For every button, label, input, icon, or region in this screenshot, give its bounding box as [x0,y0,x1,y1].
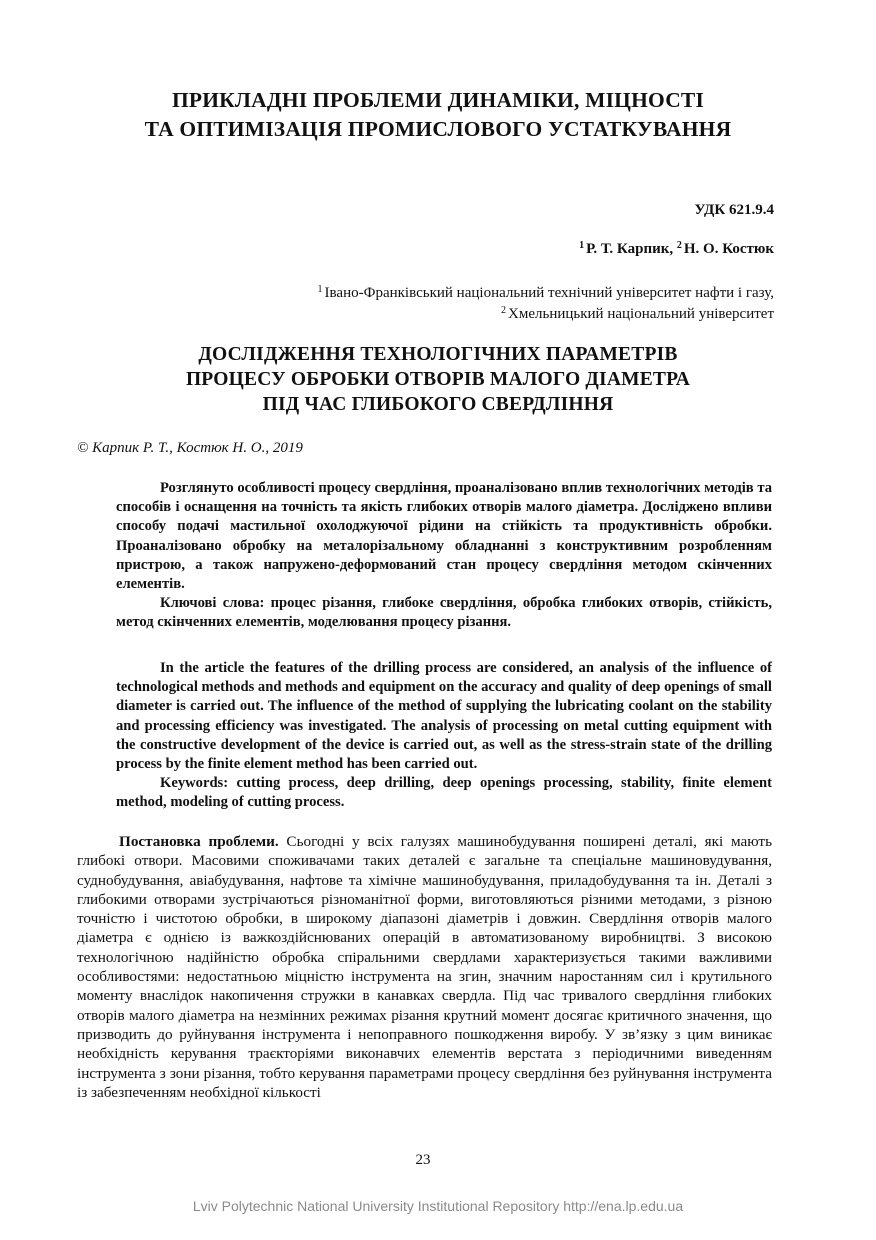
keywords-ukrainian: Ключові слова: процес різання, глибоке свердління, обробка глибоких отворів, стійкість, метод скінченних елементів, моделювання процесу різання. [116,595,772,631]
author-1-name: Р. Т. Карпик, [586,241,677,257]
section-header-line-1: ПРИКЛАДНІ ПРОБЛЕМИ ДИНАМІКИ, МІЦНОСТІ [171,88,705,112]
page-number: 23 [415,1152,431,1168]
udk-code: УДК 621.9.4 [694,202,774,218]
author-2-superscript: 2 [676,240,682,251]
section-header [60,86,816,144]
article-title-line-1: ДОСЛІДЖЕННЯ ТЕХНОЛОГІЧНИХ ПАРАМЕТРІВ [198,344,678,365]
affiliation-1-superscript: 1 [317,284,323,295]
affiliations [214,281,774,323]
abstract-english-text: In the article the features of the drilling process are considered, an analysis of the influence of technological methods and methods and equipment on the accuracy and quality of deep openings of small diameter is carried out. The influence of the method of supplying the lubricating coolant on the stability and processing efficiency was investigated. The analysis of processing on metal cutting equipment with the constructive development of the device is carried out, as well as the stress-strain state of the drilling process by the finite element method has been carried out. [116,660,772,773]
keywords-english: Keywords: cutting process, deep drilling, deep openings processing, stability, finite element method, modeling of cutting process. [116,775,772,811]
affiliation-1 [214,281,774,302]
author-2-name: Н. О. Костюк [683,241,774,257]
paragraph-lead-heading: Постановка проблеми. [119,833,279,850]
article-title-line-2: ПРОЦЕСУ ОБРОБКИ ОТВОРІВ МАЛОГО ДІАМЕТРА [185,369,691,390]
author-1-superscript: 1 [579,240,585,251]
affiliation-2 [214,302,774,323]
abstract-ukrainian [116,479,772,633]
article-title [60,342,816,417]
body-text [77,832,772,1102]
repository-footer: Lviv Polytechnic National University Institutional Repository http://ena.lp.edu.ua [192,1198,684,1214]
body-paragraph [77,832,772,1102]
abstract-ukrainian-text: Розглянуто особливості процесу свердління, проаналізовано вплив технологічних методів та способів і оснащення на точність та якість глибоких отворів малого діаметра. Досліджено впливи способу подачі мастильної охолоджуючої рідини на стійкість та продуктивність обробки. Проаналізовано обробку на металорізальному обладнанні з конструктивним розробленням пристрою, а також напружено-деформований стан процесу свердління методом скінченних елементів. [116,480,772,593]
authors-line [579,240,774,258]
paragraph-text: Сьогодні у всіх галузях машинобудування поширені деталі, які мають глибокі отвори. Масовими споживачами таких деталей є загальне та спеціальне машиновудування, суднобудування, авіабудування, нафтове та хімічне машинобудування, приладобудування та ін. Деталі з глибокими отворами зустрічаються різноманітної форми, виготовляються різними методами, з різною точністю і чистотою обробки, в широкому діапазоні діаметрів і довжин. Свердління отворів малого діаметра є однією із важкоздійснюваних операцій в автоматизованому виробництві. З високою технологічною надійністю обробка спіральними свердлами характеризується такими важливими особливостями: недостатньою міцністю інструмента на згин, значним наростанням сил і крутильного моменту внаслідок накопичення стружки в канавках свердла. Під час тривалого свердління глибоких отворів малого діаметра на незмінних режимах різання крутний момент досягає критичного значення, що призводить до руйнування інструмента і непоправного пошкодження виробу. У зв’язку з цим виникає необхідність керування траєкторіями виконавчих елементів верстата з періодичними виведенням інструмента з зони різання, тобто керування параметрами процесу свердління без руйнування інструмента із забезпеченням необхідної кількості [77,833,772,1101]
section-header-line-2: ТА ОПТИМІЗАЦІЯ ПРОМИСЛОВОГО УСТАТКУВАННЯ [144,117,732,141]
affiliation-1-text: Івано-Франківський національний технічний університет нафти і газу, [324,285,774,301]
affiliation-2-text: Хмельницький національний університет [508,306,774,322]
abstract-english [116,659,772,813]
article-title-line-3: ПІД ЧАС ГЛИБОКОГО СВЕРДЛІННЯ [262,394,614,415]
copyright-notice: © Карпик Р. Т., Костюк Н. О., 2019 [77,440,303,456]
affiliation-2-superscript: 2 [501,305,507,316]
